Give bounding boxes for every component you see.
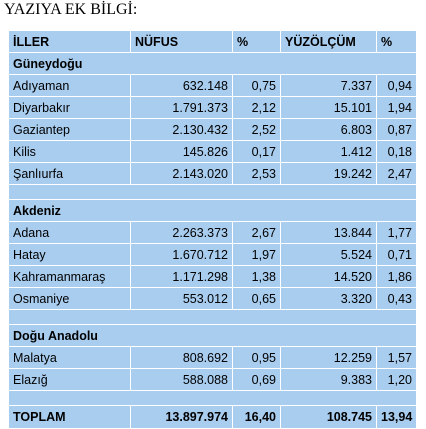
table-row [9,163,417,185]
population: 1.171.298 [131,266,233,288]
province-name: Osmaniye [9,288,131,310]
area-percent: 0,43 [377,288,417,310]
area: 6.803 [281,119,377,141]
population-percent: 0,95 [233,347,281,369]
area-percent: 1,20 [377,369,417,391]
population-percent: 0,69 [233,369,281,391]
population: 2.130.432 [131,119,233,141]
population: 588.088 [131,369,233,391]
province-name: Elazığ [9,369,131,391]
caption: YAZIYA EK BİLGİ: [4,1,138,18]
province-name: Kahramanmaraş [9,266,131,288]
population: 632.148 [131,75,233,97]
province-name: Hatay [9,244,131,266]
table-row [9,266,417,288]
area-percent: 1,86 [377,266,417,288]
province-name: Diyarbakır [9,97,131,119]
area: 13.844 [281,222,377,244]
region-row [9,200,417,222]
area-percent: 0,18 [377,141,417,163]
area-percent: 1,77 [377,222,417,244]
population-percent: 0,17 [233,141,281,163]
total-population: 13.897.974 [131,406,233,429]
table-row [9,369,417,391]
table-row [9,288,417,310]
area-percent: 2,47 [377,163,417,185]
area: 19.242 [281,163,377,185]
spacer-row [9,185,417,200]
area: 15.101 [281,97,377,119]
province-name: Şanlıurfa [9,163,131,185]
population-percent: 1,97 [233,244,281,266]
table-row [9,75,417,97]
population-percent: 1,38 [233,266,281,288]
area: 9.383 [281,369,377,391]
area: 12.259 [281,347,377,369]
header-area: YÜZÖLÇÜM [281,31,377,53]
population: 553.012 [131,288,233,310]
table-row [9,97,417,119]
population: 145.826 [131,141,233,163]
table-row [9,119,417,141]
area: 14.520 [281,266,377,288]
population-percent: 2,52 [233,119,281,141]
total-area-percent: 13,94 [377,406,417,429]
population-percent: 2,12 [233,97,281,119]
area: 1.412 [281,141,377,163]
population: 2.263.373 [131,222,233,244]
region-name: Güneydoğu [9,53,417,75]
area-percent: 0,71 [377,244,417,266]
header-population-percent: % [233,31,281,53]
population-percent: 2,67 [233,222,281,244]
population: 1.670.712 [131,244,233,266]
area: 5.524 [281,244,377,266]
total-population-percent: 16,40 [233,406,281,429]
total-row [9,406,417,429]
spacer-row [9,391,417,406]
province-name: Gaziantep [9,119,131,141]
province-name: Kilis [9,141,131,163]
area-percent: 1,94 [377,97,417,119]
header-row [9,31,417,53]
area-percent: 1,57 [377,347,417,369]
population: 2.143.020 [131,163,233,185]
total-label: TOPLAM [9,406,131,429]
table-row [9,347,417,369]
table-row [9,244,417,266]
province-table [8,30,417,429]
area: 7.337 [281,75,377,97]
total-area: 108.745 [281,406,377,429]
population-percent: 0,75 [233,75,281,97]
region-name: Akdeniz [9,200,417,222]
region-name: Doğu Anadolu [9,325,417,347]
population-percent: 2,53 [233,163,281,185]
table-row [9,141,417,163]
spacer-row [9,310,417,325]
area-percent: 0,94 [377,75,417,97]
table-row [9,222,417,244]
header-population: NÜFUS [131,31,233,53]
region-row [9,53,417,75]
province-name: Malatya [9,347,131,369]
population-percent: 0,65 [233,288,281,310]
province-name: Adana [9,222,131,244]
header-area-percent: % [377,31,417,53]
population: 1.791.373 [131,97,233,119]
area-percent: 0,87 [377,119,417,141]
province-name: Adıyaman [9,75,131,97]
population: 808.692 [131,347,233,369]
area: 3.320 [281,288,377,310]
region-row [9,325,417,347]
header-provinces: İLLER [9,31,131,53]
